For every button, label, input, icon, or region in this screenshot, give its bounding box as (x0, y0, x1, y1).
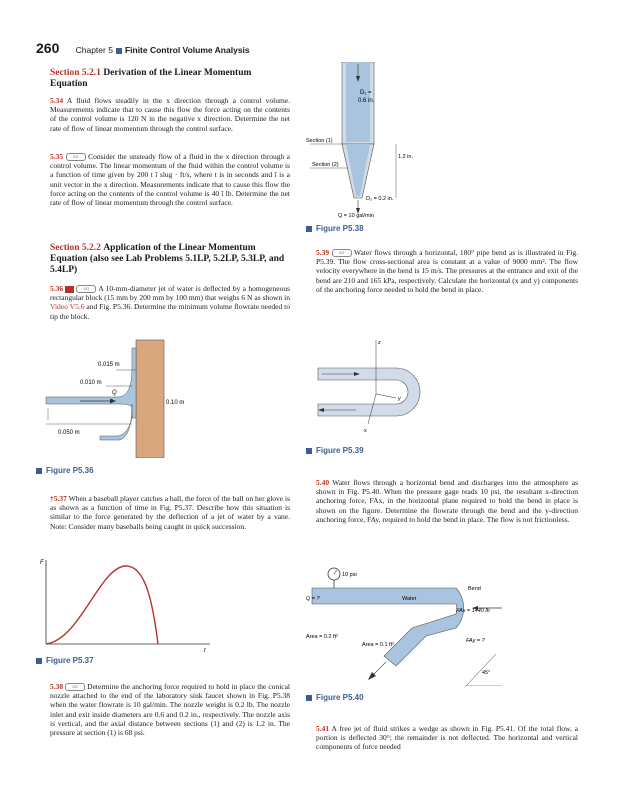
page-number: 260 (36, 40, 60, 56)
safety-icon: GO (332, 249, 352, 257)
problem-537: †5.37 When a baseball player catches a ball, the force of the ball on her glove is as shown as a function of time in Fig. P5.37. Describe how this situation is similar to the force generated by the deflection of a jet of water by a vane. Note: Consider many baseballs being caught in quick succession. (50, 494, 291, 531)
water-bend (312, 588, 464, 666)
label-d1: D₁ = (360, 90, 372, 96)
label-010: 0.10 m (166, 400, 185, 406)
label-fay: FAy = ? (466, 638, 485, 644)
label-q: Q = ? (306, 596, 320, 602)
label-0015: 0.015 m (98, 362, 120, 368)
video-link[interactable]: Video V5.6 (50, 302, 85, 312)
label-flowrate: Q = 10 gal/min (338, 213, 374, 219)
safety-icon: GO (66, 153, 86, 161)
page-header (36, 40, 250, 56)
chapter-title: Finite Control Volume Analysis (124, 45, 250, 55)
label-length: 1.2 in. (398, 154, 413, 160)
figure-caption-539: Figure P5.39 (306, 446, 364, 455)
label-x: x (364, 428, 367, 434)
force-curve (46, 566, 158, 644)
label-fax: FAx = 1440 lb (456, 608, 490, 614)
label-z: z (378, 340, 381, 346)
problem-535: 5.35 GO Consider the unsteady flow of a fluid in the x direction through a control volume. The linear momentum of the fluid within the control volume is a function of time given by 200 t î slug · ft/s, where t is in seconds and î is a unit vector in the x direction. Measurements indicate that to cause this flow the force acting on the contents of the control volume is 40 î lb. Determine the net rate of flow of linear momentum through the control surface. (50, 152, 291, 208)
label-section-2: Section (2) (312, 162, 339, 168)
problem-541: 5.41 A free jet of fluid strikes a wedge as shown in Fig. P5.41. Of the total flow, a portion is deflected 30°; the remainder is not deflected. The horizontal and vertical components of force needed (316, 724, 578, 752)
video-icon (65, 286, 74, 293)
block (136, 340, 164, 458)
label-0010: 0.010 m (80, 380, 102, 386)
problem-538: 5.38 GO Determine the anchoring force required to hold in place the conical nozzle attached to the end of the laboratory sink faucet shown in Fig. P5.38 when the water flowrate is 10 gal/min. The nozzle weight is 0.2 lb. The nozzle inlet and exit inside diameters are 0.6 and 0.2 in., respectively. The nozzle axis is vertical, and the axial distance between sections (1) and (2) is 1.2 in. The pressure at section (1) is 68 psi. (50, 682, 291, 738)
label-0050: 0.050 m (58, 430, 80, 436)
figure-536-diagram (40, 338, 220, 458)
figure-537-graph (40, 556, 220, 654)
label-area-1: Area = 0.2 ft² (306, 634, 338, 640)
figure-caption-537: Figure P5.37 (36, 656, 94, 665)
figure-caption-536: Figure P5.36 (36, 466, 94, 475)
label-y: y (398, 396, 401, 402)
problem-539: 5.39 GO Water flows through a horizontal, 180° pipe bend as is illustrated in Fig. P5.39. The flow cross-sectional area is constant at a value of 9000 mm². The flow velocity everywhere in the bend is 15 m/s. The pressures at the entrance and exit of the bend are 210 and 165 kPa, respectively. Calculate the horizontal (x and y) components of the anchoring force needed to hold the bend in place. (316, 248, 578, 294)
safety-icon: GO (65, 683, 85, 691)
label-bend: Bend (468, 586, 481, 592)
figure-540-bend (306, 566, 506, 686)
label-psi: 10 psi (342, 572, 357, 578)
axis-label-t: t (204, 648, 206, 654)
label-q: Q (112, 390, 117, 396)
figure-538-nozzle (306, 62, 446, 222)
jet-deflected (100, 404, 132, 440)
label-area-2: Area = 0.1 ft² (362, 642, 394, 648)
chapter-label: Chapter 5 (75, 45, 113, 55)
section-heading-521: Section 5.2.1 Derivation of the Linear Momentum Equation (50, 68, 252, 89)
problem-540: 5.40 Water flows through a horizontal bend and discharges into the atmosphere as shown in Fig. P5.40. When the pressure gage reads 10 psi, the resultant x-direction anchoring force, FAx, in the horizontal plane required to hold the bend in place is shown on the figure. Determine the flowrate through the bend and the y-direction anchoring force, FAy, required to hold the bend in place. The flow is not frictionless. (316, 478, 578, 524)
problem-536: 5.36 GO A 10-mm-diameter jet of water is deflected by a homogeneous rectangular block (15 mm by 200 mm by 100 mm) that weighs 6 N as shown in Video V5.6 and Fig. P5.36. Determine the minimum volume flowrate needed to tip the block. (50, 284, 290, 321)
label-angle: 45° (482, 670, 491, 676)
label-d1-value: 0.6 in. (358, 98, 375, 104)
pipe-bend (318, 368, 420, 416)
axis-label-f: F (40, 560, 44, 566)
label-d2: D₂ = 0.2 in. (366, 196, 394, 202)
figure-539-bend (316, 338, 446, 438)
label-section-1: Section (1) (306, 138, 333, 144)
safety-icon: GO (76, 285, 96, 293)
figure-caption-540: Figure P5.40 (306, 693, 364, 702)
label-water: Water (402, 596, 417, 602)
problem-534: 5.34 A fluid flows steadily in the x direction through a control volume. Measurements indicate that to cause this flow the force acting on the contents of the control volume is 120 N in the negative x direction. Determine the net rate of flow of linear momentum through the control surface. (50, 96, 290, 133)
square-bullet-icon (116, 48, 122, 54)
figure-caption-538: Figure P5.38 (306, 224, 364, 233)
section-heading-522: Section 5.2.2 Application of the Linear Momentum Equation (also see Lab Problems 5.1LP, 5.2LP, 5.3LP, and 5.4LP) (50, 243, 285, 275)
